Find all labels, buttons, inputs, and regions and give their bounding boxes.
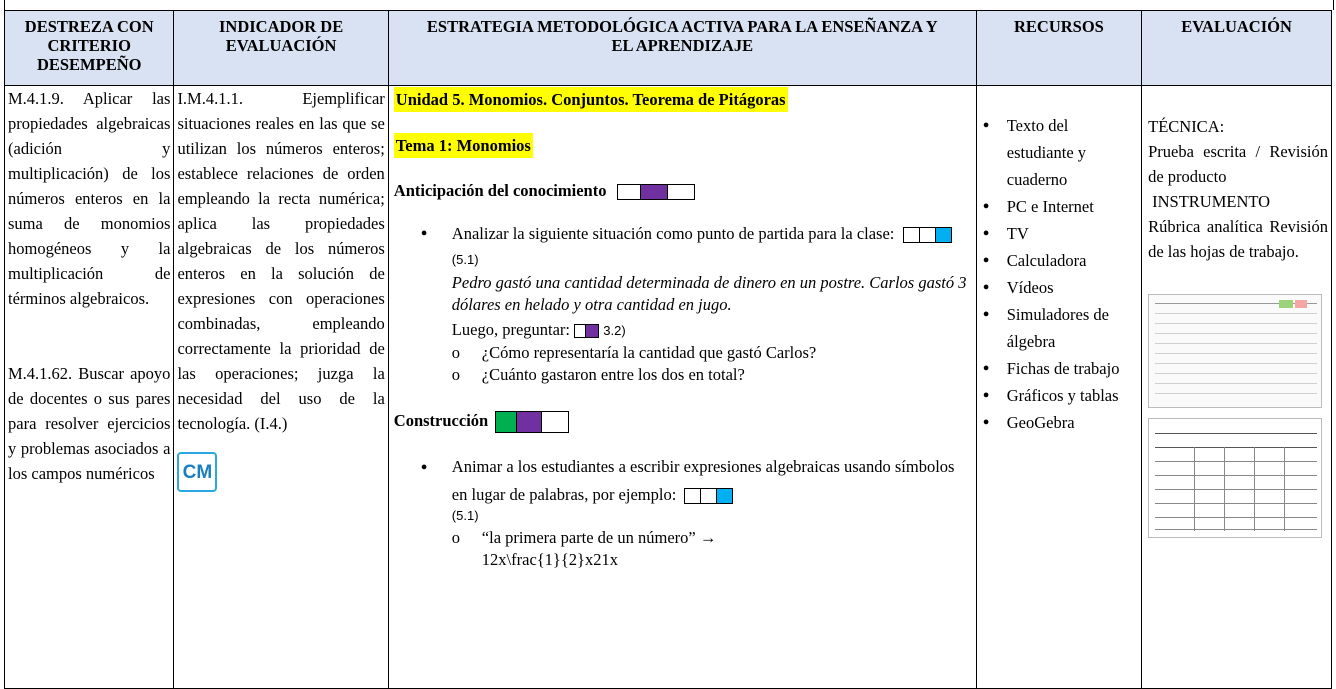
recurso-item: ● GeoGebra [980,409,1138,436]
anticipacion-heading [394,178,973,203]
anticipacion-item-text: Analizar la siguiente situación como punto de partida para la clase: [451,224,895,243]
indicador-text: I.M.4.1.1. Ejemplificar situaciones reales en las que se utilizan los números enteros; establece relaciones de orden empleando la recta numérica; aplica las propiedades algebraicas de los números enteros en la solución de expresiones con operaciones combinadas, empleando correctamente la prioridad de las operaciones; juzga la necesidad del uso de la tecnología. (I.4.) [177,89,385,433]
situacion-text: Pedro gastó una cantidad determinada de dinero en un postre. Carlos gastó 3 dólares en helado y otra cantidad en jugo. [451,273,967,314]
content-row [5,86,1332,689]
tecnica-value: Prueba escrita / Revisión de producto [1148,142,1328,186]
instrumento-value: Rúbrica analítica Revisión de las hojas de trabajo. [1148,217,1328,261]
recursos-cell [976,86,1141,689]
construccion-ref: (5.1) [451,508,479,524]
individual-work-icon [574,324,599,338]
recurso-item: ● Fichas de trabajo [980,355,1138,382]
example-text: o “la primera parte de un número” → [481,528,717,548]
construccion-item-text: Animar a los estudiantes a escribir expresiones algebraicas usando símbolos en lugar de palabras, por ejemplo: [451,457,955,505]
header-estrategia: ESTRATEGIA METODOLÓGICA ACTIVA PARA LA ENSEÑANZA Y EL APRENDIZAJE [388,11,976,86]
header-evaluacion: EVALUACIÓN [1142,11,1332,86]
anticipacion-ref: (5.1) [451,252,479,267]
progress-indicator-icon [617,184,695,200]
progress-indicator-icon [495,411,569,433]
recurso-item: ● TV [980,220,1138,247]
header-destreza: DESTREZA CON CRITERIO DESEMPEÑO [5,11,174,86]
question-item: o ¿Cuánto gastaron entre los dos en total? [452,364,973,386]
recurso-item: ● PC e Internet [980,193,1138,220]
examples-list [394,527,973,571]
anticipacion-label: Anticipación del conocimiento [393,181,607,200]
construccion-list [394,453,973,523]
indicador-cell [174,86,388,689]
construccion-item [394,453,973,523]
luego-text: Luego, preguntar: [451,320,571,339]
lesson-plan-table [4,10,1332,689]
tecnica-label: TÉCNICA: [1148,117,1225,136]
worksheet-thumbnail [1148,294,1322,408]
construccion-label: Construcción [393,411,489,430]
recurso-item: ● Texto del estudiante y cuaderno [980,112,1138,193]
questions-list [394,342,973,386]
tema-title: Tema 1: Monomios [394,133,533,158]
recurso-item: ● Calculadora [980,247,1138,274]
recurso-item: ● Gráficos y tablas [980,382,1138,409]
group-work-icon [903,227,952,243]
header-indicador: INDICADOR DE EVALUACIÓN [174,11,388,86]
instrumento-label: INSTRUMENTO [1152,192,1271,211]
evaluacion-cell [1142,86,1332,689]
rubric-thumbnail [1148,418,1322,538]
estrategia-cell [388,86,976,689]
luego-ref: 3.2) [603,323,626,338]
unidad-title: Unidad 5. Monomios. Conjuntos. Teorema de Pitágoras [394,87,788,112]
question-item: o ¿Cómo representaría la cantidad que gastó Carlos? [452,342,973,364]
destreza-cell [5,86,174,689]
table-top-frame [4,0,1334,10]
destreza-2: M.4.1.62. Buscar apoyo de docentes o sus pares para resolver ejercicios y problemas asociados a los campos numéricos [8,364,171,483]
construccion-heading [394,408,973,433]
header-recursos: RECURSOS [976,11,1141,86]
example-expression: 12x\frac{1}{2}x21x [481,550,618,570]
luego-line [394,319,973,342]
header-row [5,11,1332,86]
anticipacion-list [394,221,973,316]
example-item [452,527,973,571]
cm-logo: CM [177,452,217,492]
destreza-1: M.4.1.9. Aplicar las propiedades algebraicas (adición y multiplicación) de los números enteros en la suma de monomios homogéneos y la multiplicación de términos algebraicos. [8,89,171,308]
recursos-list [980,112,1138,436]
group-work-icon [684,488,733,504]
recurso-item: ● Simuladores de álgebra [980,301,1138,355]
recurso-item: ● Vídeos [980,274,1138,301]
anticipacion-item [394,221,973,316]
